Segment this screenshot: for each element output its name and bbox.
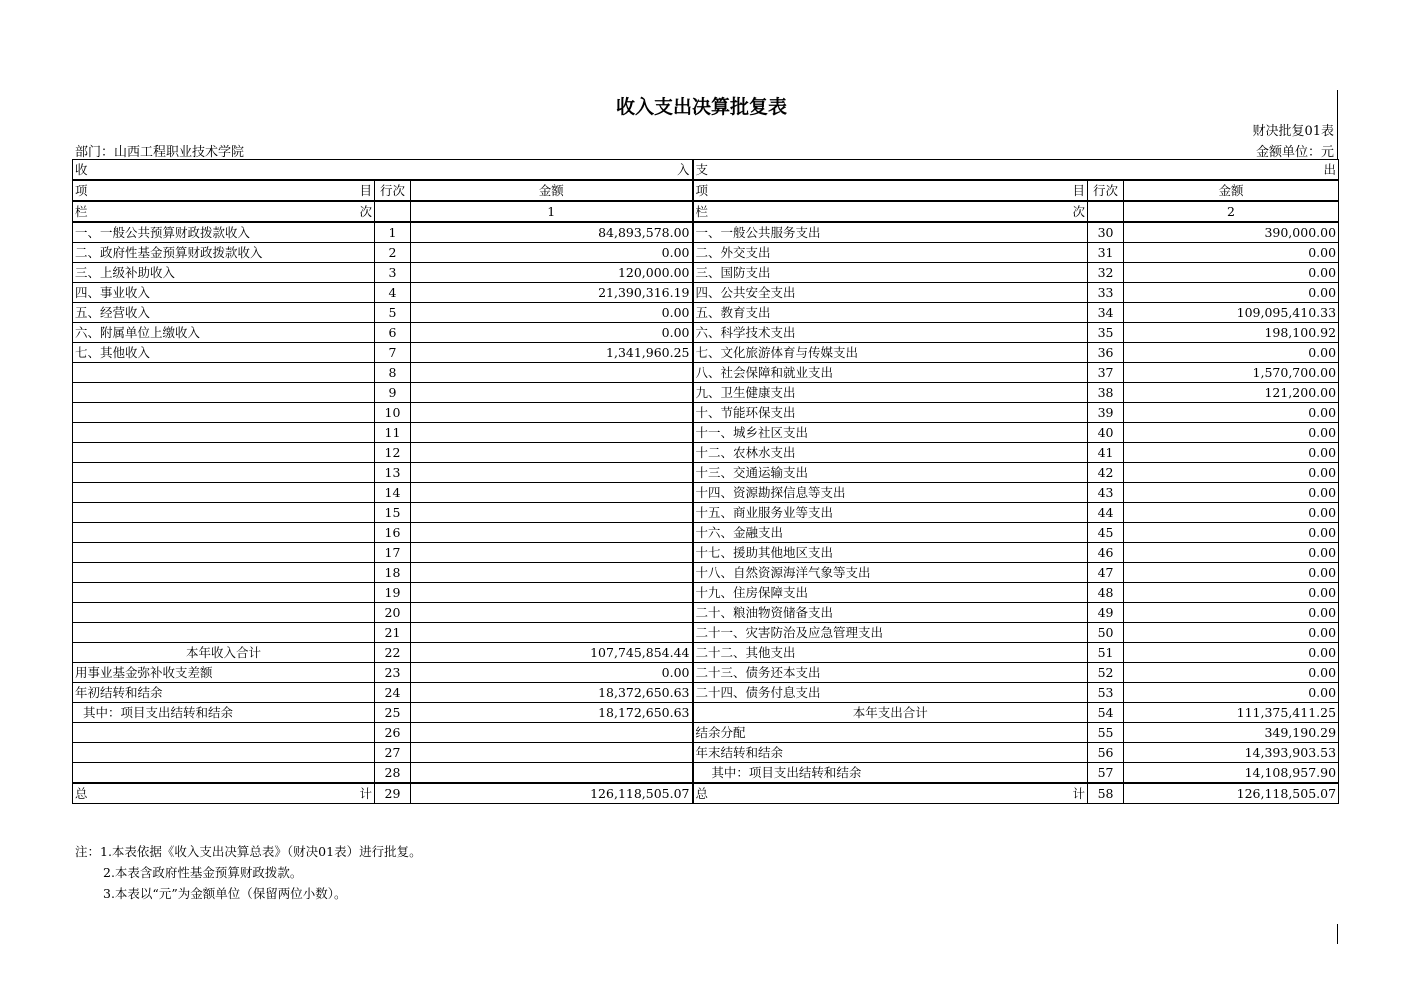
header-row-columns	[73, 180, 1339, 201]
table-row	[73, 443, 1339, 463]
table-row	[73, 423, 1339, 443]
expense-line-cell: 45	[1088, 523, 1124, 543]
table-row	[73, 503, 1339, 523]
expense-item-cell: 本年支出合计	[693, 703, 1088, 723]
table-row	[73, 383, 1339, 403]
expense-item-left: 项	[695, 183, 709, 198]
footnote-1: 注：1.本表依据《收入支出决算总表》（财决01表）进行批复。	[75, 844, 422, 859]
expense-col-right: 次	[1072, 204, 1086, 219]
expense-item-cell: 十五、商业服务业等支出	[693, 503, 1088, 523]
income-amount-cell	[411, 463, 693, 483]
table-row	[73, 743, 1339, 763]
income-item-cell	[73, 503, 375, 523]
income-item-cell: 二、政府性基金预算财政拨款收入	[73, 243, 375, 263]
expense-amount-cell: 198,100.92	[1124, 323, 1339, 343]
expense-item-cell: 五、教育支出	[693, 303, 1088, 323]
expense-col-blank	[1088, 201, 1124, 222]
expense-line-cell: 52	[1088, 663, 1124, 683]
table-row	[73, 723, 1339, 743]
income-amount-cell	[411, 443, 693, 463]
income-item-cell	[73, 603, 375, 623]
income-item-right: 目	[359, 183, 372, 198]
expense-amount-cell: 14,393,903.53	[1124, 743, 1339, 763]
expense-line-cell: 32	[1088, 263, 1124, 283]
income-amount-cell	[411, 403, 693, 423]
income-amount-cell	[411, 503, 693, 523]
income-amount-cell	[411, 723, 693, 743]
header-row-category	[73, 160, 1339, 181]
expense-item-cell: 十九、住房保障支出	[693, 583, 1088, 603]
expense-amount-cell: 0.00	[1124, 523, 1339, 543]
income-line-cell: 19	[375, 583, 411, 603]
table-row	[73, 623, 1339, 643]
table-row	[73, 523, 1339, 543]
income-line-cell: 14	[375, 483, 411, 503]
amount-unit-label: 金额单位：元	[1255, 145, 1334, 160]
table-row	[73, 643, 1339, 663]
income-item-cell	[73, 743, 375, 763]
income-item-cell	[73, 623, 375, 643]
settlement-table	[72, 159, 1339, 804]
expense-line-cell: 35	[1088, 323, 1124, 343]
income-line-cell: 4	[375, 283, 411, 303]
income-amount-cell: 120,000.00	[411, 263, 693, 283]
income-amount-cell: 21,390,316.19	[411, 283, 693, 303]
income-item-cell: 三、上级补助收入	[73, 263, 375, 283]
income-col-blank	[375, 201, 411, 222]
expense-item-cell: 八、社会保障和就业支出	[693, 363, 1088, 383]
income-line-cell: 16	[375, 523, 411, 543]
expense-item-cell: 十三、交通运输支出	[693, 463, 1088, 483]
expense-amount-cell: 0.00	[1124, 443, 1339, 463]
income-item-cell: 七、其他收入	[73, 343, 375, 363]
income-line-cell: 11	[375, 423, 411, 443]
income-line-cell: 18	[375, 563, 411, 583]
income-amount-cell	[411, 363, 693, 383]
income-amount-cell: 0.00	[411, 243, 693, 263]
income-col-label	[73, 201, 375, 222]
income-item-cell	[73, 423, 375, 443]
income-line-cell: 5	[375, 303, 411, 323]
footnote-2: 2.本表含政府性基金预算财政拨款。	[103, 865, 303, 880]
expense-line-cell: 42	[1088, 463, 1124, 483]
table-row	[73, 222, 1339, 243]
income-amount-cell	[411, 423, 693, 443]
expense-line-cell: 48	[1088, 583, 1124, 603]
expense-line-cell: 30	[1088, 222, 1124, 243]
expense-col-index: 2	[1124, 201, 1339, 222]
expense-col-left: 栏	[695, 204, 709, 219]
income-item-cell	[73, 443, 375, 463]
expense-item-cell: 二十四、债务付息支出	[693, 683, 1088, 703]
income-line-cell: 7	[375, 343, 411, 363]
income-line-header: 行次	[375, 180, 411, 201]
income-amount-cell	[411, 623, 693, 643]
income-item-cell	[73, 363, 375, 383]
expense-item-cell: 十一、城乡社区支出	[693, 423, 1088, 443]
income-line-cell: 22	[375, 643, 411, 663]
table-row	[73, 603, 1339, 623]
income-item-cell	[73, 763, 375, 784]
income-item-left: 项	[75, 183, 88, 198]
expense-item-cell: 一、一般公共服务支出	[693, 222, 1088, 243]
table-row	[73, 483, 1339, 503]
expense-total-left: 总	[695, 786, 709, 801]
page-title: 收入支出决算批复表	[615, 96, 787, 118]
expense-total-label	[693, 783, 1088, 804]
expense-amount-cell: 0.00	[1124, 403, 1339, 423]
table-row	[73, 763, 1339, 784]
income-item-cell: 四、事业收入	[73, 283, 375, 303]
table-row	[73, 363, 1339, 383]
header-row-index	[73, 201, 1339, 222]
expense-total-right: 计	[1072, 786, 1086, 801]
form-number: 财决批复01表	[1252, 124, 1334, 139]
income-item-cell: 年初结转和结余	[73, 683, 375, 703]
expense-amount-cell: 0.00	[1124, 283, 1339, 303]
table-row	[73, 323, 1339, 343]
expense-item-cell: 十、节能环保支出	[693, 403, 1088, 423]
expense-line-cell: 33	[1088, 283, 1124, 303]
income-line-cell: 23	[375, 663, 411, 683]
expense-line-cell: 37	[1088, 363, 1124, 383]
income-amount-cell	[411, 563, 693, 583]
income-line-cell: 24	[375, 683, 411, 703]
expense-amount-cell: 14,108,957.90	[1124, 763, 1339, 784]
expense-amount-cell: 111,375,411.25	[1124, 703, 1339, 723]
income-item-cell: 五、经营收入	[73, 303, 375, 323]
income-line-cell: 15	[375, 503, 411, 523]
expense-line-cell: 34	[1088, 303, 1124, 323]
income-header-cell	[73, 160, 693, 181]
income-line-cell: 6	[375, 323, 411, 343]
income-amount-cell	[411, 483, 693, 503]
expense-item-cell: 二十、粮油物资储备支出	[693, 603, 1088, 623]
expense-amount-cell: 0.00	[1124, 263, 1339, 283]
income-line-cell: 28	[375, 763, 411, 784]
expense-item-cell: 十七、援助其他地区支出	[693, 543, 1088, 563]
expense-item-cell: 二十三、债务还本支出	[693, 663, 1088, 683]
income-item-cell	[73, 523, 375, 543]
expense-item-cell: 其中：项目支出结转和结余	[693, 763, 1088, 784]
income-item-cell	[73, 483, 375, 503]
table-row	[73, 303, 1339, 323]
expense-item-header	[693, 180, 1088, 201]
expense-line-cell: 41	[1088, 443, 1124, 463]
income-total-left: 总	[75, 786, 88, 801]
income-total-label	[73, 783, 375, 804]
income-line-cell: 10	[375, 403, 411, 423]
expense-total-line: 58	[1088, 783, 1124, 804]
expense-item-cell: 年末结转和结余	[693, 743, 1088, 763]
table-row	[73, 543, 1339, 563]
income-amount-cell	[411, 743, 693, 763]
expense-amount-cell: 0.00	[1124, 423, 1339, 443]
expense-line-cell: 46	[1088, 543, 1124, 563]
income-amount-cell: 18,372,650.63	[411, 683, 693, 703]
income-line-cell: 26	[375, 723, 411, 743]
expense-line-cell: 56	[1088, 743, 1124, 763]
table-row	[73, 403, 1339, 423]
income-item-header	[73, 180, 375, 201]
expense-line-cell: 39	[1088, 403, 1124, 423]
table-row	[73, 703, 1339, 723]
income-total-line: 29	[375, 783, 411, 804]
expense-amount-cell: 1,570,700.00	[1124, 363, 1339, 383]
expense-amount-cell: 0.00	[1124, 583, 1339, 603]
expense-item-cell: 十二、农林水支出	[693, 443, 1088, 463]
income-amount-header: 金额	[411, 180, 693, 201]
income-amount-cell	[411, 383, 693, 403]
income-col-left: 栏	[75, 204, 88, 219]
income-amount-cell	[411, 583, 693, 603]
income-item-cell	[73, 723, 375, 743]
income-item-cell: 一、一般公共预算财政拨款收入	[73, 222, 375, 243]
expense-line-cell: 43	[1088, 483, 1124, 503]
income-line-cell: 3	[375, 263, 411, 283]
income-amount-cell: 107,745,854.44	[411, 643, 693, 663]
expense-header-right: 出	[1323, 162, 1337, 177]
income-line-cell: 12	[375, 443, 411, 463]
income-amount-cell: 0.00	[411, 303, 693, 323]
expense-item-cell: 十六、金融支出	[693, 523, 1088, 543]
income-item-cell	[73, 543, 375, 563]
table-row	[73, 583, 1339, 603]
expense-amount-cell: 0.00	[1124, 683, 1339, 703]
income-line-cell: 9	[375, 383, 411, 403]
income-amount-cell	[411, 603, 693, 623]
income-amount-cell: 0.00	[411, 323, 693, 343]
income-line-cell: 13	[375, 463, 411, 483]
income-col-index: 1	[411, 201, 693, 222]
income-amount-cell	[411, 523, 693, 543]
expense-line-cell: 49	[1088, 603, 1124, 623]
expense-amount-cell: 0.00	[1124, 463, 1339, 483]
expense-amount-cell: 0.00	[1124, 643, 1339, 663]
income-line-cell: 25	[375, 703, 411, 723]
income-item-cell	[73, 403, 375, 423]
expense-line-cell: 40	[1088, 423, 1124, 443]
income-amount-cell: 18,172,650.63	[411, 703, 693, 723]
table-row	[73, 343, 1339, 363]
income-item-cell: 其中：项目支出结转和结余	[73, 703, 375, 723]
footnote-3: 3.本表以“元”为金额单位（保留两位小数）。	[103, 886, 347, 901]
table-row	[73, 243, 1339, 263]
expense-item-cell: 二、外交支出	[693, 243, 1088, 263]
income-header-left: 收	[75, 162, 88, 177]
expense-amount-cell: 0.00	[1124, 483, 1339, 503]
expense-line-cell: 53	[1088, 683, 1124, 703]
expense-header-left: 支	[695, 162, 709, 177]
income-line-cell: 21	[375, 623, 411, 643]
expense-item-cell: 十八、自然资源海洋气象等支出	[693, 563, 1088, 583]
expense-line-cell: 55	[1088, 723, 1124, 743]
expense-amount-cell: 349,190.29	[1124, 723, 1339, 743]
expense-amount-cell: 0.00	[1124, 603, 1339, 623]
expense-item-cell: 十四、资源勘探信息等支出	[693, 483, 1088, 503]
expense-item-cell: 七、文化旅游体育与传媒支出	[693, 343, 1088, 363]
total-row	[73, 783, 1339, 804]
expense-amount-cell: 0.00	[1124, 623, 1339, 643]
expense-line-cell: 44	[1088, 503, 1124, 523]
income-amount-cell: 1,341,960.25	[411, 343, 693, 363]
income-header-right: 入	[677, 162, 690, 177]
expense-item-cell: 二十二、其他支出	[693, 643, 1088, 663]
income-line-cell: 20	[375, 603, 411, 623]
expense-line-header: 行次	[1088, 180, 1124, 201]
income-item-cell: 六、附属单位上缴收入	[73, 323, 375, 343]
department-label: 部门：山西工程职业技术学院	[75, 145, 245, 160]
table-row	[73, 663, 1339, 683]
expense-amount-header: 金额	[1124, 180, 1339, 201]
table-row	[73, 263, 1339, 283]
table-row	[73, 463, 1339, 483]
expense-item-right: 目	[1072, 183, 1086, 198]
table-row	[73, 683, 1339, 703]
expense-line-cell: 38	[1088, 383, 1124, 403]
expense-amount-cell: 0.00	[1124, 243, 1339, 263]
expense-item-cell: 结余分配	[693, 723, 1088, 743]
expense-amount-cell: 0.00	[1124, 503, 1339, 523]
expense-line-cell: 51	[1088, 643, 1124, 663]
income-line-cell: 17	[375, 543, 411, 563]
expense-amount-cell: 0.00	[1124, 663, 1339, 683]
expense-amount-cell: 0.00	[1124, 543, 1339, 563]
income-line-cell: 1	[375, 222, 411, 243]
expense-amount-cell: 390,000.00	[1124, 222, 1339, 243]
expense-total-amount: 126,118,505.07	[1124, 783, 1339, 804]
table-row	[73, 283, 1339, 303]
income-col-right: 次	[359, 204, 372, 219]
expense-amount-cell: 0.00	[1124, 563, 1339, 583]
right-margin-line-bottom	[1337, 924, 1338, 944]
income-total-right: 计	[359, 786, 372, 801]
expense-item-cell: 二十一、灾害防治及应急管理支出	[693, 623, 1088, 643]
income-line-cell: 2	[375, 243, 411, 263]
expense-item-cell: 九、卫生健康支出	[693, 383, 1088, 403]
expense-item-cell: 三、国防支出	[693, 263, 1088, 283]
expense-line-cell: 50	[1088, 623, 1124, 643]
income-item-cell	[73, 583, 375, 603]
income-item-cell: 用事业基金弥补收支差额	[73, 663, 375, 683]
expense-amount-cell: 121,200.00	[1124, 383, 1339, 403]
footnotes	[75, 841, 422, 904]
income-item-cell	[73, 563, 375, 583]
income-amount-cell	[411, 763, 693, 784]
income-item-cell	[73, 463, 375, 483]
income-total-amount: 126,118,505.07	[411, 783, 693, 804]
expense-line-cell: 36	[1088, 343, 1124, 363]
expense-line-cell: 54	[1088, 703, 1124, 723]
expense-item-cell: 六、科学技术支出	[693, 323, 1088, 343]
expense-amount-cell: 109,095,410.33	[1124, 303, 1339, 323]
income-amount-cell: 0.00	[411, 663, 693, 683]
income-item-cell: 本年收入合计	[73, 643, 375, 663]
expense-line-cell: 31	[1088, 243, 1124, 263]
expense-amount-cell: 0.00	[1124, 343, 1339, 363]
table-row	[73, 563, 1339, 583]
right-margin-line-top	[1337, 90, 1338, 160]
income-line-cell: 27	[375, 743, 411, 763]
expense-item-cell: 四、公共安全支出	[693, 283, 1088, 303]
income-amount-cell	[411, 543, 693, 563]
income-line-cell: 8	[375, 363, 411, 383]
expense-line-cell: 47	[1088, 563, 1124, 583]
expense-line-cell: 57	[1088, 763, 1124, 784]
income-amount-cell: 84,893,578.00	[411, 222, 693, 243]
income-item-cell	[73, 383, 375, 403]
expense-col-label	[693, 201, 1088, 222]
expense-header-cell	[693, 160, 1339, 181]
